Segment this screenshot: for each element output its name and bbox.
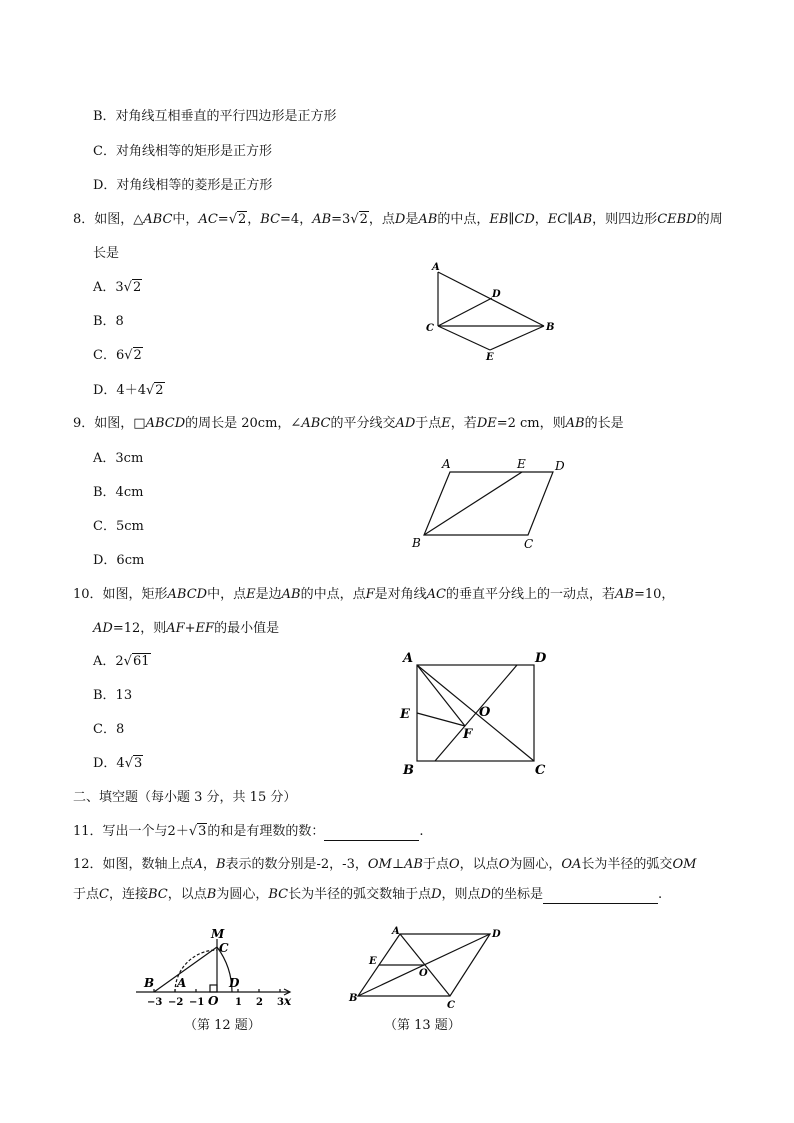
q8-option-b: B．8 [93,314,124,329]
q8-label-c: C [426,323,434,334]
q11-answer-blank[interactable] [324,826,419,841]
q10-label-e: E [400,707,410,722]
q9-label-e: E [517,457,526,471]
q13-label-b: B [349,993,358,1004]
q10-figure [395,648,555,778]
q13-figure [345,925,505,1015]
q12-label-c: C [219,941,229,955]
q9-label-a: A [442,457,451,471]
q12-answer-blank[interactable] [543,889,658,904]
q12-figure-caption: （第 12 题） [184,1018,261,1033]
q12-tick-neg3: −3 [147,997,163,1008]
q8-stem-line2: 长是 [93,246,120,261]
q12-figure [130,925,300,1015]
q8-label-e: E [486,352,494,363]
q10-label-f: F [463,727,473,742]
q8-label-d: D [492,289,501,300]
q9-label-d: D [555,459,565,473]
q12-tick-1: 1 [235,997,242,1008]
q9-stem: 9．如图，□ABCD的周长是 20cm，∠ABC的平分线交AD于点E，若DE=2 cm，则AB的长是 [73,416,624,431]
q7-option-c: C．对角线相等的矩形是正方形 [93,144,272,159]
q7-option-b: B．对角线互相垂直的平行四边形是正方形 [93,109,337,124]
q10-option-b: B．13 [93,688,133,703]
q9-option-b: B．4cm [93,485,144,500]
q12-tick-2: 2 [256,997,263,1008]
q13-label-e: E [369,956,377,967]
q12-label-o: O [208,994,219,1008]
q10-label-b: B [403,763,414,778]
section-2-heading: 二、填空题（每小题 3 分，共 15 分） [73,790,297,805]
q9-option-a: A．3cm [93,451,144,466]
q8-label-a: A [432,262,440,273]
q10-label-o: O [479,705,491,720]
q10-option-c: C．8 [93,722,125,737]
q10-label-a: A [403,651,414,666]
q12-label-a: A [177,976,187,990]
q13-figure-caption: （第 13 题） [384,1018,461,1033]
q9-label-c: C [524,537,534,550]
q9-label-b: B [412,536,421,550]
q8-option-d: D．4＋4√2 [93,383,164,398]
q12-stem: 12．如图，数轴上点A，B表示的数分别是-2，-3，OM⊥AB于点O，以点O为圆心，OA长为半径的弧交OM [73,857,697,872]
q12-tick-neg1: −1 [189,997,205,1008]
q12-label-m: M [211,927,225,941]
q8-option-a: A．3√2 [93,280,142,295]
q10-label-d: D [535,651,547,666]
q10-stem-line2: AD=12，则AF+EF的最小值是 [93,621,280,636]
q13-label-d: D [492,929,501,940]
q8-stem: 8．如图，△ABC中，AC=√2，BC=4，AB=3√2，点D是AB的中点，EB∥CD，EC∥AB，则四边形CEBD的周 [73,212,723,227]
q8-option-c: C．6√2 [93,348,142,363]
q8-label-b: B [546,322,555,333]
q13-label-o: O [419,968,428,979]
q12-label-d: D [229,976,240,990]
q13-label-a: A [392,926,400,937]
q9-option-d: D．6cm [93,553,145,568]
q7-option-d: D．对角线相等的菱形是正方形 [93,178,273,193]
q12-label-x: x [284,994,292,1008]
q12-tick-3: 3 [277,997,284,1008]
q9-option-c: C．5cm [93,519,144,534]
q12-label-b: B [144,976,155,990]
q12-stem-line2: 于点C，连接BC，以点B为圆心，BC长为半径的弧交数轴于点D，则点D的坐标是 . [73,887,663,902]
q10-option-d: D．4√3 [93,756,143,771]
q10-label-c: C [535,763,546,778]
q10-stem: 10．如图，矩形ABCD中，点E是边AB的中点，点F是对角线AC的垂直平分线上的一动点，若AB=10， [73,587,675,602]
q8-figure [420,258,560,368]
q10-option-a: A．2√61 [93,654,150,669]
q9-figure [410,455,570,550]
q11-stem: 11．写出一个与2＋√3的和是有理数的数： . [73,824,424,839]
q13-label-c: C [447,1000,455,1011]
q12-tick-neg2: −2 [168,997,184,1008]
